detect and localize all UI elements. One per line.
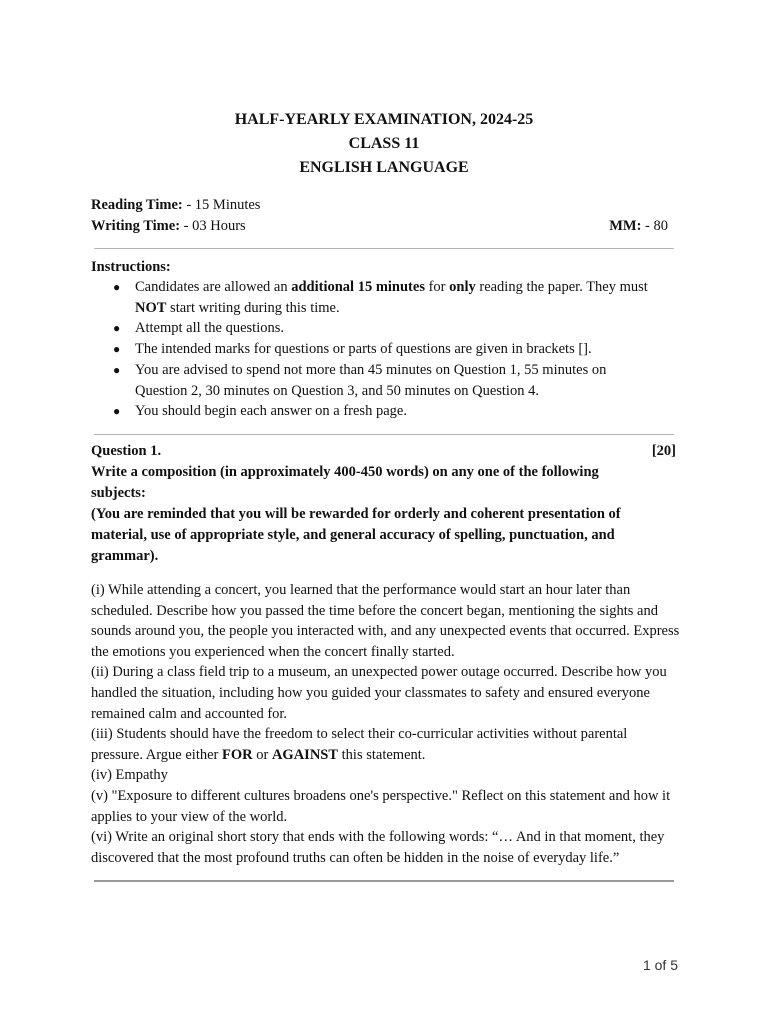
question-header bbox=[91, 441, 676, 462]
topic-list bbox=[91, 580, 681, 868]
exam-header bbox=[0, 108, 768, 180]
question-prompt: Write a composition (in approximately 400-450 words) on any one of the following subjects: bbox=[91, 464, 599, 501]
max-marks-label: MM: bbox=[609, 218, 642, 234]
divider-middle bbox=[94, 434, 674, 435]
bullet-icon: ● bbox=[113, 362, 121, 377]
topic-item: (ii) During a class field trip to a museum, an unexpected power outage occurred. Describe how you handled the situation, including how you guided your classmates to safety and ensured everyone remained calm and accounted for. bbox=[91, 664, 667, 722]
bullet-icon: ● bbox=[113, 342, 121, 357]
instruction-item: ● The intended marks for questions or parts of questions are given in brackets []. bbox=[91, 339, 681, 360]
divider-top bbox=[94, 248, 674, 249]
instruction-item: ● Candidates are allowed an additional 15 minutes for only reading the paper. They must NOT start writing during this time. bbox=[113, 279, 648, 316]
bullet-icon: ● bbox=[113, 404, 121, 419]
topic-item: (i) While attending a concert, you learned that the performance would start an hour later than scheduled. Describe how you passed the time before the concert began, mentioning the sights and sounds around you, the people you interacted with, and any unexpected events that occurred. Express the emotions you experienced when the concert finally started. bbox=[91, 582, 680, 660]
writing-time-value: - 03 Hours bbox=[180, 218, 246, 234]
question-1 bbox=[91, 441, 676, 567]
reading-time-value: - 15 Minutes bbox=[182, 197, 261, 213]
topic-item: (v) "Exposure to different cultures broadens one's perspective." Reflect on this statement and how it applies to your view of the world. bbox=[91, 787, 671, 825]
instruction-item: ● You should begin each answer on a fresh page. bbox=[91, 401, 681, 422]
question-reminder: (You are reminded that you will be rewarded for orderly and coherent presentation of material, use of appropriate style, and general accuracy of spelling, punctuation, and grammar). bbox=[91, 506, 621, 564]
bullet-icon: ● bbox=[113, 321, 121, 336]
class-title: CLASS 11 bbox=[348, 135, 420, 152]
bullet-icon: ● bbox=[113, 280, 121, 294]
max-marks bbox=[609, 216, 668, 236]
page-number: 1 of 5 bbox=[642, 957, 678, 973]
instructions-section bbox=[91, 257, 681, 422]
max-marks-value: - 80 bbox=[641, 218, 668, 234]
question-marks: [20] bbox=[651, 443, 676, 459]
instruction-item: ● You are advised to spend not more than 45 minutes on Question 1, 55 minutes on Question 2, 30 minutes on Question 3, and 50 minutes on Question 4. bbox=[113, 361, 607, 399]
subject-title: ENGLISH LANGUAGE bbox=[299, 159, 469, 176]
reading-time-label: Reading Time: bbox=[91, 197, 183, 213]
instruction-item: ● Attempt all the questions. bbox=[91, 318, 681, 339]
reading-time-row bbox=[91, 195, 668, 215]
topic-item: (vi) Write an original short story that ends with the following words: “… And in that moment, they discovered that the most profound truths can often be hidden in the noise of everyday life.” bbox=[91, 829, 665, 866]
topic-item: (iii) Students should have the freedom to select their co-curricular activities without parental pressure. Argue either FOR or AGAINST this statement. bbox=[91, 726, 628, 763]
writing-time-row bbox=[91, 216, 668, 236]
topic-item: (iv) Empathy bbox=[91, 767, 168, 784]
question-title: Question 1. bbox=[91, 443, 162, 459]
divider-bottom bbox=[94, 880, 674, 882]
writing-time-label: Writing Time: bbox=[91, 218, 181, 234]
exam-title: HALF-YEARLY EXAMINATION, 2024-25 bbox=[234, 111, 534, 128]
instructions-title: Instructions: bbox=[91, 259, 171, 275]
instructions-list bbox=[91, 277, 681, 422]
